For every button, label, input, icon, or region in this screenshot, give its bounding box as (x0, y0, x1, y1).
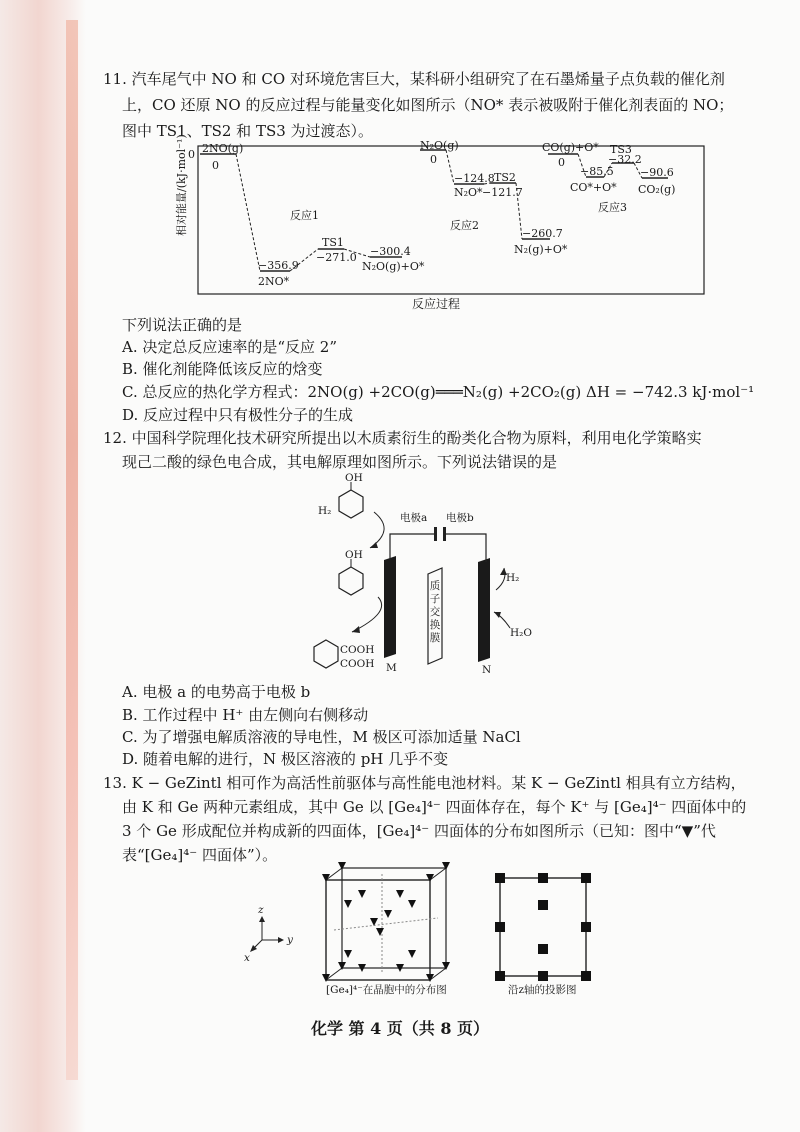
value-271: −271.0 (316, 251, 357, 264)
q12-option-b: B. 工作过程中 H⁺ 由左侧向右侧移动 (122, 706, 369, 724)
proton-exchange-membrane: 质子交换膜 (429, 580, 441, 644)
reaction-1-label: 反应1 (290, 209, 319, 222)
q11-option-b: B. 催化剂能降低该反应的焓变 (122, 360, 323, 378)
electrode-b-label: 电极b (446, 512, 474, 524)
reaction-3-label: 反应3 (598, 201, 627, 214)
q12-line-1: 12. 中国科学院理化技术研究所提出以木质素衍生的酚类化合物为原料，利用电化学策略实 (103, 429, 702, 447)
species-co-o: CO*+O* (570, 181, 617, 194)
q11-option-a: A. 决定总反应速率的是“反应 2” (122, 338, 338, 356)
ts2-label: TS2 (494, 171, 516, 184)
axis-x-label: x (244, 952, 250, 964)
ts3-label: TS3 (610, 143, 632, 156)
value-85: −85.5 (580, 165, 614, 178)
q11-prompt: 下列说法正确的是 (122, 316, 243, 334)
binding-stripe (66, 20, 78, 1080)
ts1-label: TS1 (322, 236, 344, 249)
crystal-figure (240, 860, 610, 1000)
species-2no-ads: 2NO* (258, 275, 290, 288)
value-121: −121.7 (482, 186, 523, 199)
hydrogen-product: H₂ (506, 572, 520, 584)
q12-option-c: C. 为了增强电解质溶液的导电性，M 极区可添加适量 NaCl (122, 728, 521, 746)
electrolysis-diagram (296, 472, 556, 677)
value-32: −32.2 (608, 153, 642, 166)
reaction-process-label: 反应过程 (412, 297, 461, 311)
r3-start-value: 0 (558, 156, 565, 169)
cyclohexanol-oh: OH (345, 549, 363, 561)
crystal-figure-lines (240, 860, 610, 1000)
value-124: −124.8 (454, 172, 495, 185)
q13-line-1: 13. K − GeZintl 相可作为高活性前驱体与高性能电池材料。某 K − GeZintl 相具有立方结构， (103, 774, 746, 792)
cell-distribution-caption: [Ge₄]⁴⁻在晶胞中的分布图 (326, 984, 447, 996)
q13-line-4: 表“[Ge₄]⁴⁻ 四面体”）。 (122, 846, 278, 864)
value-356: −356.9 (258, 259, 299, 272)
species-n2o-ads: N₂O* (454, 186, 483, 199)
q12-option-a: A. 电极 a 的电势高于电极 b (122, 683, 311, 701)
q12-option-d: D. 随着电解的进行，N 极区溶液的 pH 几乎不变 (122, 750, 449, 768)
r3-start-species: CO(g)+O* (542, 141, 599, 154)
species-n2o-o: N₂O(g)+O* (362, 260, 425, 273)
zero-tick: 0 (188, 148, 195, 161)
value-90: −90.6 (640, 166, 674, 179)
q11-line-3: 图中 TS1、TS2 和 TS3 为过渡态）。 (122, 122, 374, 140)
r2-start-value: 0 (430, 153, 437, 166)
r1-start-value: 0 (212, 159, 219, 172)
projection-caption: 沿z轴的投影图 (508, 984, 577, 996)
q11-option-d: D. 反应过程中只有极性分子的生成 (122, 406, 354, 424)
q11-line-1: 11. 汽车尾气中 NO 和 CO 对环境危害巨大，某科研小组研究了在石墨烯量子点负载的催化剂 (103, 70, 725, 88)
value-300: −300.4 (370, 245, 411, 258)
electrode-a-label: 电极a (400, 512, 428, 524)
r1-start-species: 2NO(g) (202, 142, 244, 155)
q11-line-2: 上，CO 还原 NO 的反应过程与能量变化如图所示（NO* 表示被吸附于催化剂表面的 NO； (122, 96, 734, 114)
r2-start-species: N₂O(g) (420, 139, 459, 152)
axis-z-label: z (258, 904, 264, 916)
cooh-bottom: COOH (340, 658, 375, 670)
species-n2-o: N₂(g)+O* (514, 243, 568, 256)
hydrogen-reagent: H₂ (318, 505, 332, 517)
phenol-oh: OH (345, 472, 363, 484)
q13-line-3: 3 个 Ge 形成配位并构成新的四面体，[Ge₄]⁴⁻ 四面体的分布如图所示（已知：图中“▼”代 (122, 822, 716, 840)
q13-line-2: 由 K 和 Ge 两种元素组成，其中 Ge 以 [Ge₄]⁴⁻ 四面体存在，每个 K⁺ 与 [Ge₄]⁴⁻ 四面体中的 (122, 798, 747, 816)
page-footer: 化学 第 4 页（共 8 页） (310, 1019, 490, 1038)
value-260: −260.7 (522, 227, 563, 240)
q12-line-2: 现己二酸的绿色电合成，其电解原理如图所示。下列说法错误的是 (122, 453, 558, 471)
energy-axis-label: 相对能量/(kJ·mol⁻¹) (175, 134, 188, 236)
reaction-2-label: 反应2 (450, 219, 479, 232)
species-co2: CO₂(g) (638, 183, 676, 196)
cooh-top: COOH (340, 644, 375, 656)
q11-option-c: C. 总反应的热化学方程式：2NO(g) +2CO(g)═══N₂(g) +2CO₂(g) ΔH = −742.3 kJ·mol⁻¹ (122, 383, 755, 401)
electrode-n-label: N (482, 664, 492, 676)
energy-diagram (150, 134, 710, 316)
axis-y-label: y (287, 934, 293, 946)
water-label: H₂O (510, 627, 532, 639)
energy-diagram-lines (150, 140, 710, 316)
electrode-m-label: M (386, 662, 397, 674)
